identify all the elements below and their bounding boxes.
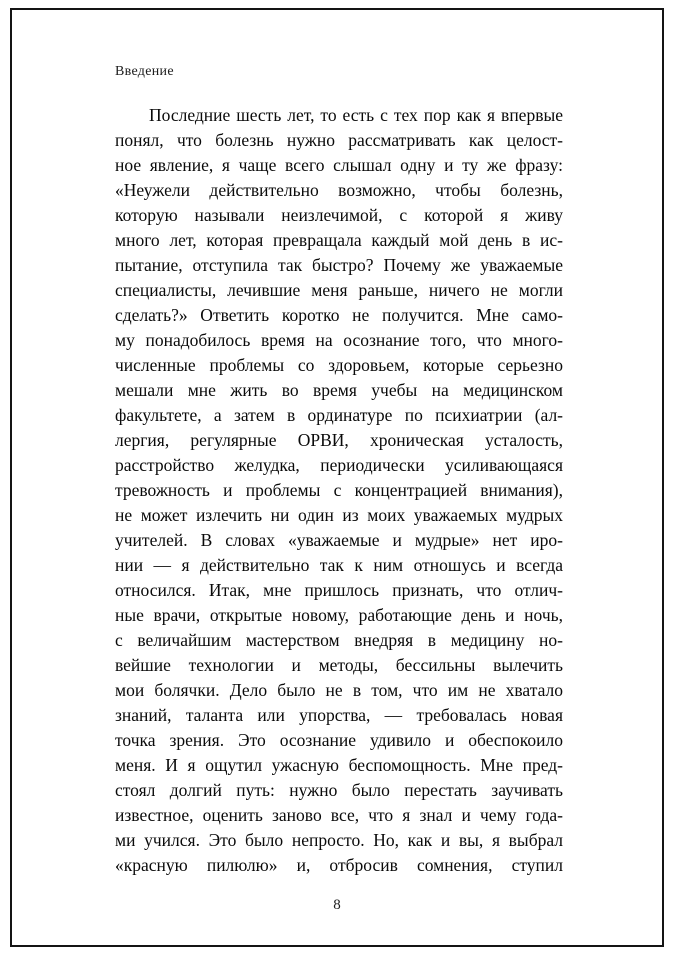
body-text <box>115 103 563 878</box>
text-line: му понадобилось время на осознание того, что много- <box>115 330 563 350</box>
text-line: мешали мне жить во время учебы на медицинском <box>115 380 563 400</box>
text-line: известное, оценить заново все, что я знал и чему года- <box>115 805 563 825</box>
text-line: специалисты, лечившие меня раньше, ничего не могли <box>115 280 563 300</box>
text-line: пытание, отступила так быстро? Почему же уважаемые <box>115 255 563 275</box>
text-line: «Неужели действительно возможно, чтобы болезнь, <box>115 180 563 200</box>
text-line: с величайшим мастерством внедряя в медицину но- <box>115 630 563 650</box>
text-line: численные проблемы со здоровьем, которые серьезно <box>115 355 563 375</box>
text-line: много лет, которая превращала каждый мой день в ис- <box>115 230 563 250</box>
text-line: тревожность и проблемы с концентрацией внимания), <box>115 480 563 500</box>
text-line: факультете, а затем в ординатуре по психиатрии (ал- <box>115 405 563 425</box>
text-line: сделать?» Ответить коротко не получится. Мне само- <box>115 305 563 325</box>
text-line: понял, что болезнь нужно рассматривать как целост- <box>115 130 563 150</box>
text-line: вейшие технологии и методы, бессильны вылечить <box>115 655 563 675</box>
text-line: «красную пилюлю» и, отбросив сомнения, ступил <box>115 855 563 875</box>
text-line: знаний, таланта или упорства, — требовалась новая <box>115 705 563 725</box>
page-number: 8 <box>333 897 341 913</box>
text-line: ми учился. Это было непросто. Но, как и вы, я выбрал <box>115 830 563 850</box>
text-line: ные врачи, открытые новому, работающие день и ночь, <box>115 605 563 625</box>
text-line: меня. И я ощутил ужасную беспомощность. Мне пред- <box>115 755 563 775</box>
running-header: Введение <box>115 64 174 79</box>
text-line: не может излечить ни один из моих уважаемых мудрых <box>115 505 563 525</box>
text-line: нии — я действительно так к ним отношусь и всегда <box>115 555 563 575</box>
text-line: расстройство желудка, периодически усиливающаяся <box>115 455 563 475</box>
text-line: Последние шесть лет, то есть с тех пор как я впервые <box>149 105 563 125</box>
text-line: учителей. В словах «уважаемые и мудрые» нет иро- <box>115 530 563 550</box>
text-line: лергия, регулярные ОРВИ, хроническая усталость, <box>115 430 563 450</box>
text-line: стоял долгий путь: нужно было перестать заучивать <box>115 780 563 800</box>
text-line: ное явление, я чаще всего слышал одну и ту же фразу: <box>115 155 563 175</box>
text-line: точка зрения. Это осознание удивило и обеспокоило <box>115 730 563 750</box>
text-line: мои болячки. Дело было не в том, что им не хватало <box>115 680 563 700</box>
text-line: относился. Итак, мне пришлось признать, что отлич- <box>115 580 563 600</box>
text-line: которую называли неизлечимой, с которой я живу <box>115 205 563 225</box>
